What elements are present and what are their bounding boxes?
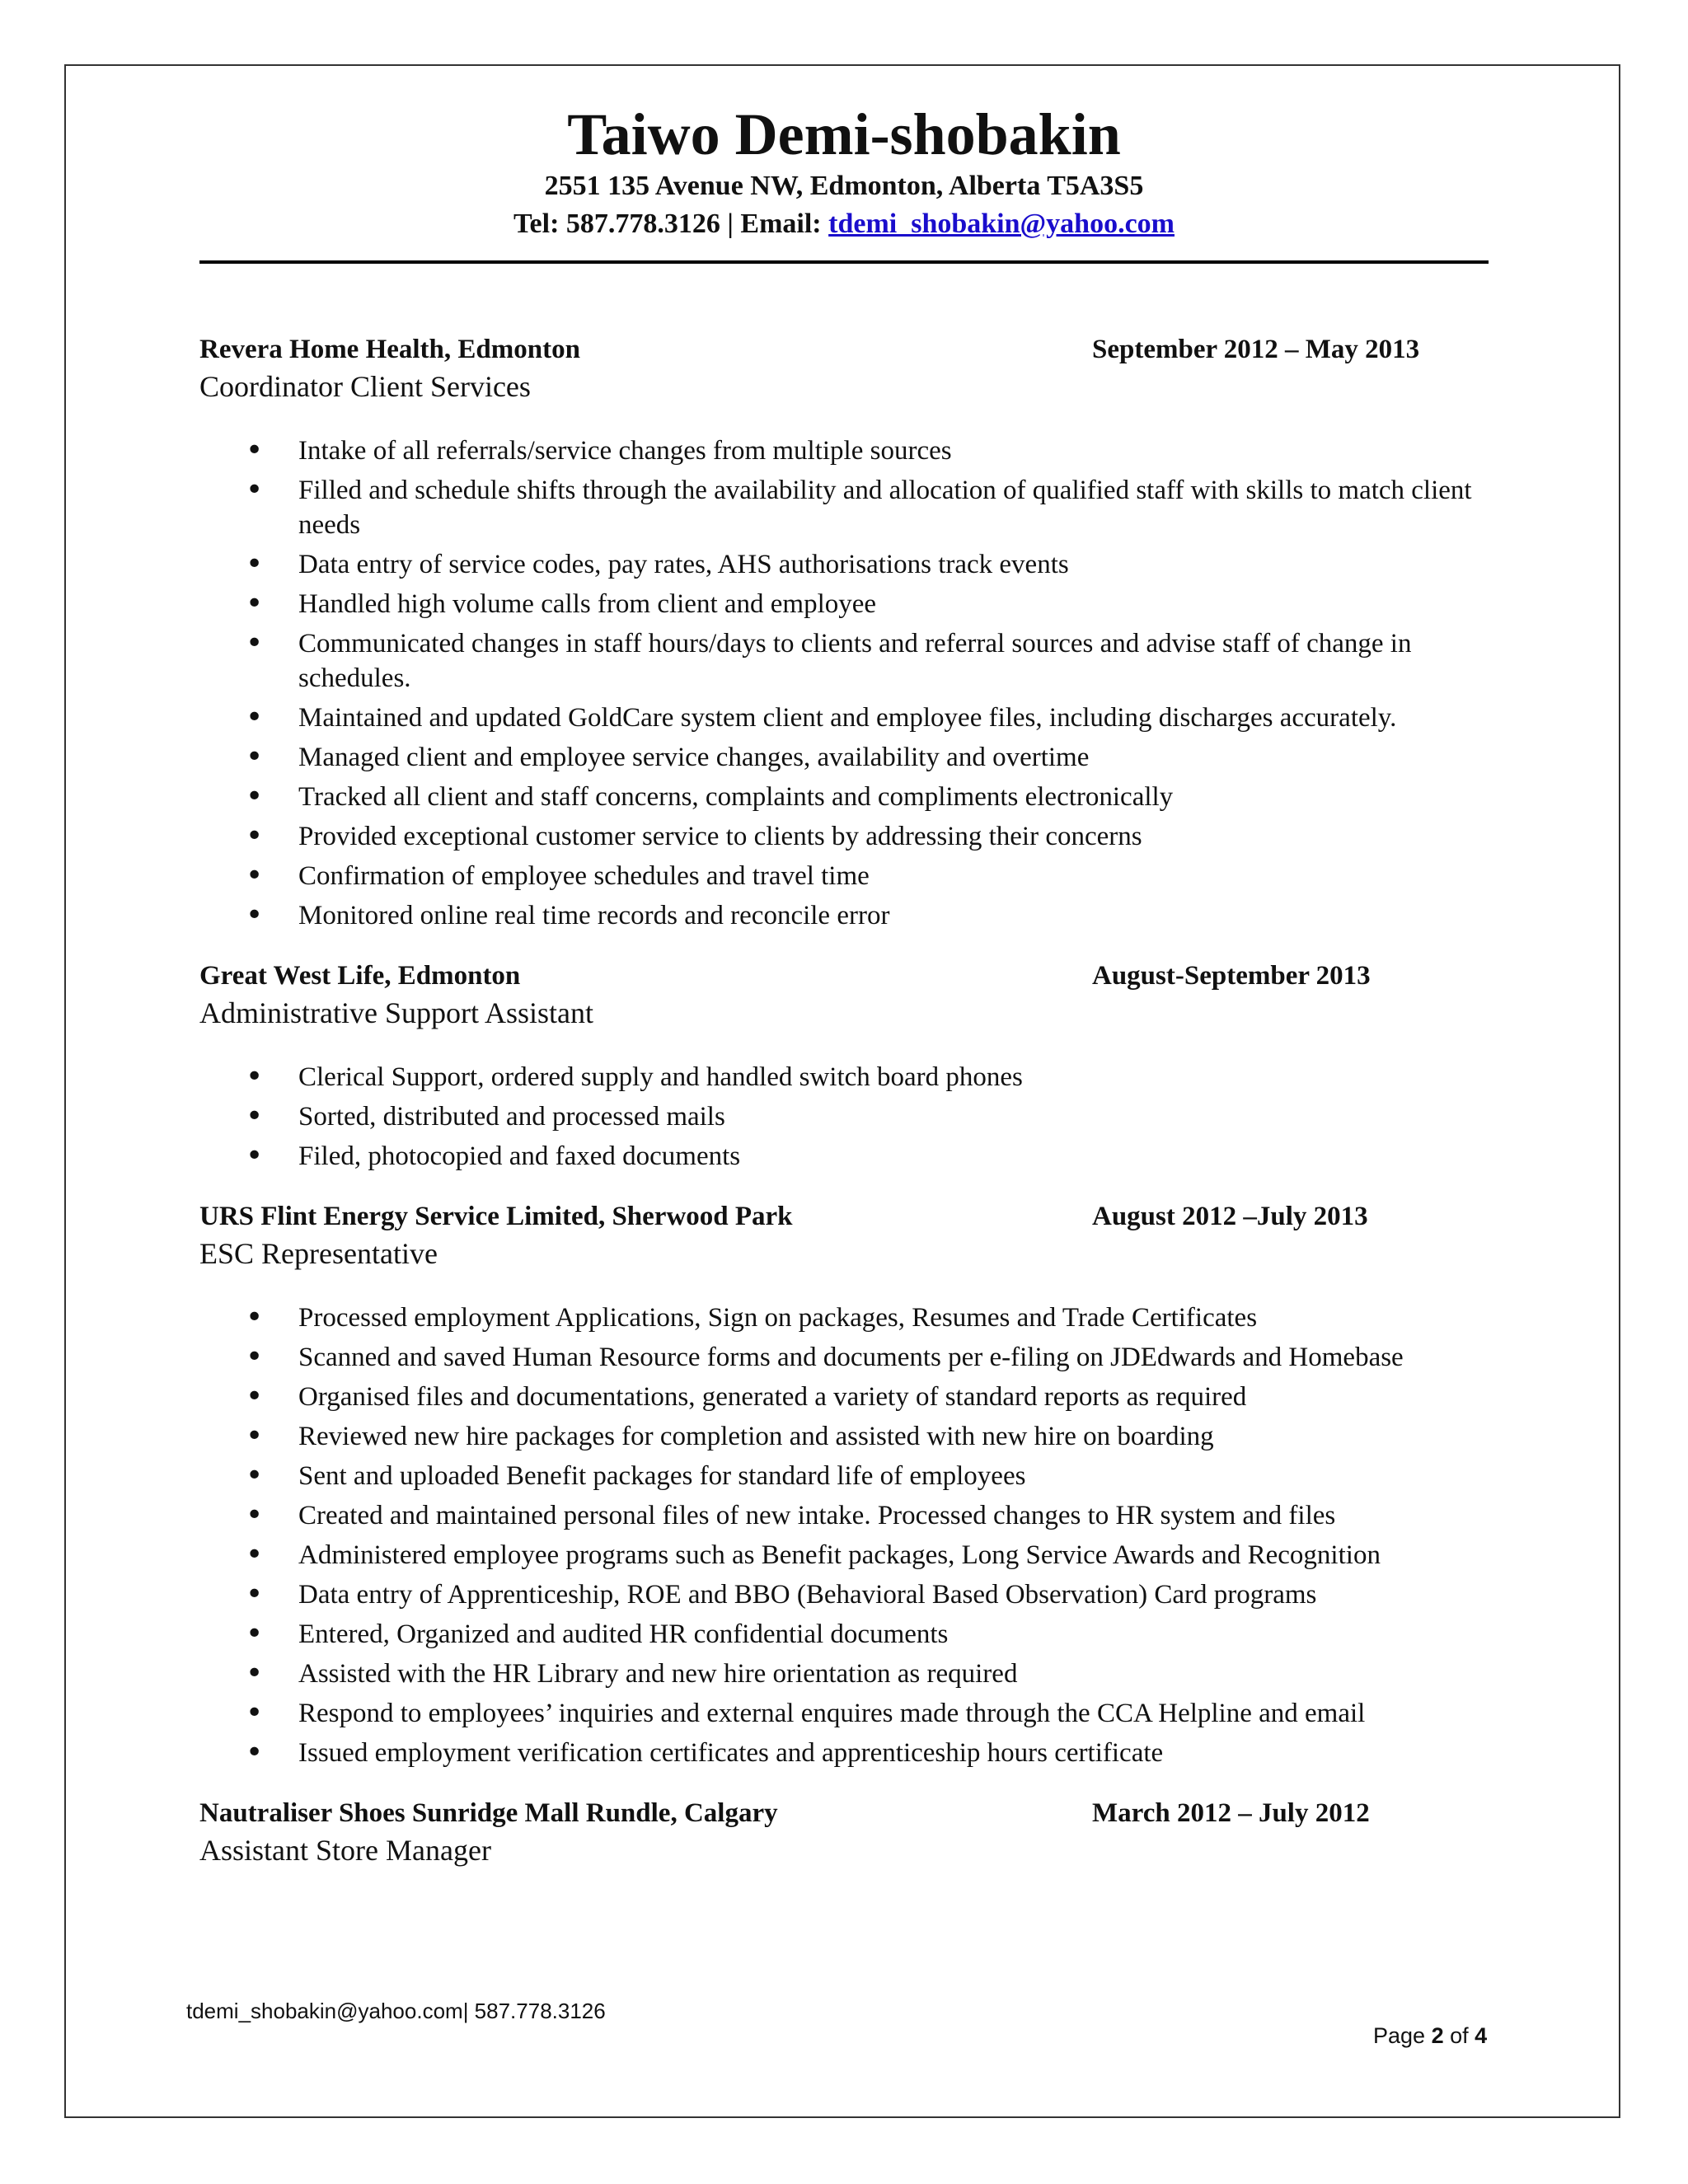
page-of: of (1443, 2023, 1475, 2048)
employer: URS Flint Energy Service Limited, Sherwood Park (199, 1202, 793, 1231)
employer: Great West Life, Edmonton (199, 961, 521, 991)
job-header (199, 1795, 1493, 1831)
experience-section (199, 331, 1493, 1869)
job-bullets (199, 1301, 1493, 1770)
bullet-item: • Scanned and saved Human Resource forms and documents per e-filing on JDEdwards and Homebase (199, 1340, 1493, 1375)
bullet-item: • Sent and uploaded Benefit packages for standard life of employees (199, 1459, 1493, 1493)
bullet-item: • Clerical Support, ordered supply and handled switch board phones (199, 1060, 1493, 1094)
job-entry (199, 1198, 1493, 1770)
job-bullets (199, 434, 1493, 933)
job-dates: August 2012 –July 2013 (1092, 1202, 1368, 1231)
job-title: Assistant Store Manager (199, 1834, 491, 1867)
job-header (199, 331, 1493, 368)
bullet-item: • Assisted with the HR Library and new hire orientation as required (199, 1657, 1493, 1691)
job-entry (199, 1795, 1493, 1869)
bullet-item: • Organised files and documentations, generated a variety of standard reports as required (199, 1380, 1493, 1414)
footer-contact: tdemi_shobakin@yahoo.com| 587.778.3126 (186, 1999, 606, 2023)
job-dates: August-September 2013 (1092, 961, 1371, 991)
bullet-item: • Reviewed new hire packages for completion and assisted with new hire on boarding (199, 1419, 1493, 1454)
bullet-item: • Respond to employees’ inquiries and external enquires made through the CCA Helpline and email (199, 1696, 1493, 1731)
bullet-item: • Processed employment Applications, Sign on packages, Resumes and Trade Certificates (199, 1301, 1493, 1335)
bullet-item: • Issued employment verification certificates and apprenticeship hours certificate (199, 1736, 1493, 1770)
bullet-item: • Filled and schedule shifts through the availability and allocation of qualified staff with skills to match client needs (199, 473, 1493, 542)
bullet-item: • Filed, photocopied and faxed documents (199, 1139, 1493, 1174)
page-current: 2 (1431, 2023, 1444, 2048)
bullet-item: • Communicated changes in staff hours/days to clients and referral sources and advise staff of change in schedules. (199, 626, 1493, 696)
job-entry (199, 958, 1493, 1174)
bullet-item: • Monitored online real time records and reconcile error (199, 898, 1493, 933)
job-entry (199, 331, 1493, 933)
employer: Revera Home Health, Edmonton (199, 335, 580, 364)
contact-line (0, 206, 1688, 242)
bullet-item: • Administered employee programs such as Benefit packages, Long Service Awards and Recognition (199, 1538, 1493, 1572)
bullet-item: • Data entry of service codes, pay rates, AHS authorisations track events (199, 547, 1493, 582)
bullet-item: • Intake of all referrals/service changes from multiple sources (199, 434, 1493, 468)
bullet-item: • Handled high volume calls from client and employee (199, 587, 1493, 621)
job-title: Coordinator Client Services (199, 370, 531, 403)
resume-name: Taiwo Demi-shobakin (567, 101, 1121, 167)
tel-label: Tel: 587.778.3126 | Email: (513, 209, 829, 239)
page-total: 4 (1475, 2023, 1488, 2048)
job-title: ESC Representative (199, 1237, 438, 1270)
bullet-item: • Provided exceptional customer service to clients by addressing their concerns (199, 819, 1493, 854)
bullet-item: • Confirmation of employee schedules and travel time (199, 859, 1493, 893)
bullet-item: • Sorted, distributed and processed mails (199, 1099, 1493, 1134)
job-header (199, 958, 1493, 994)
email-link[interactable]: tdemi_shobakin@yahoo.com (828, 209, 1175, 239)
header-rule (199, 260, 1489, 264)
bullet-item: • Data entry of Apprenticeship, ROE and BBO (Behavioral Based Observation) Card programs (199, 1577, 1493, 1612)
job-title: Administrative Support Assistant (199, 996, 594, 1029)
employer: Nautraliser Shoes Sunridge Mall Rundle, Calgary (199, 1798, 778, 1828)
bullet-item: • Maintained and updated GoldCare system client and employee files, including discharges accurately. (199, 701, 1493, 735)
bullet-item: • Managed client and employee service changes, availability and overtime (199, 740, 1493, 775)
job-bullets (199, 1060, 1493, 1174)
job-dates: September 2012 – May 2013 (1092, 335, 1420, 364)
address-line: 2551 135 Avenue NW, Edmonton, Alberta T5A3S5 (544, 171, 1144, 201)
page-word: Page (1373, 2023, 1432, 2048)
job-header (199, 1198, 1493, 1235)
bullet-item: • Entered, Organized and audited HR confidential documents (199, 1617, 1493, 1652)
bullet-item: • Tracked all client and staff concerns, complaints and compliments electronically (199, 780, 1493, 814)
bullet-item: • Created and maintained personal files of new intake. Processed changes to HR system and files (199, 1498, 1493, 1533)
job-dates: March 2012 – July 2012 (1092, 1798, 1370, 1828)
page-number (1373, 2021, 1487, 2050)
